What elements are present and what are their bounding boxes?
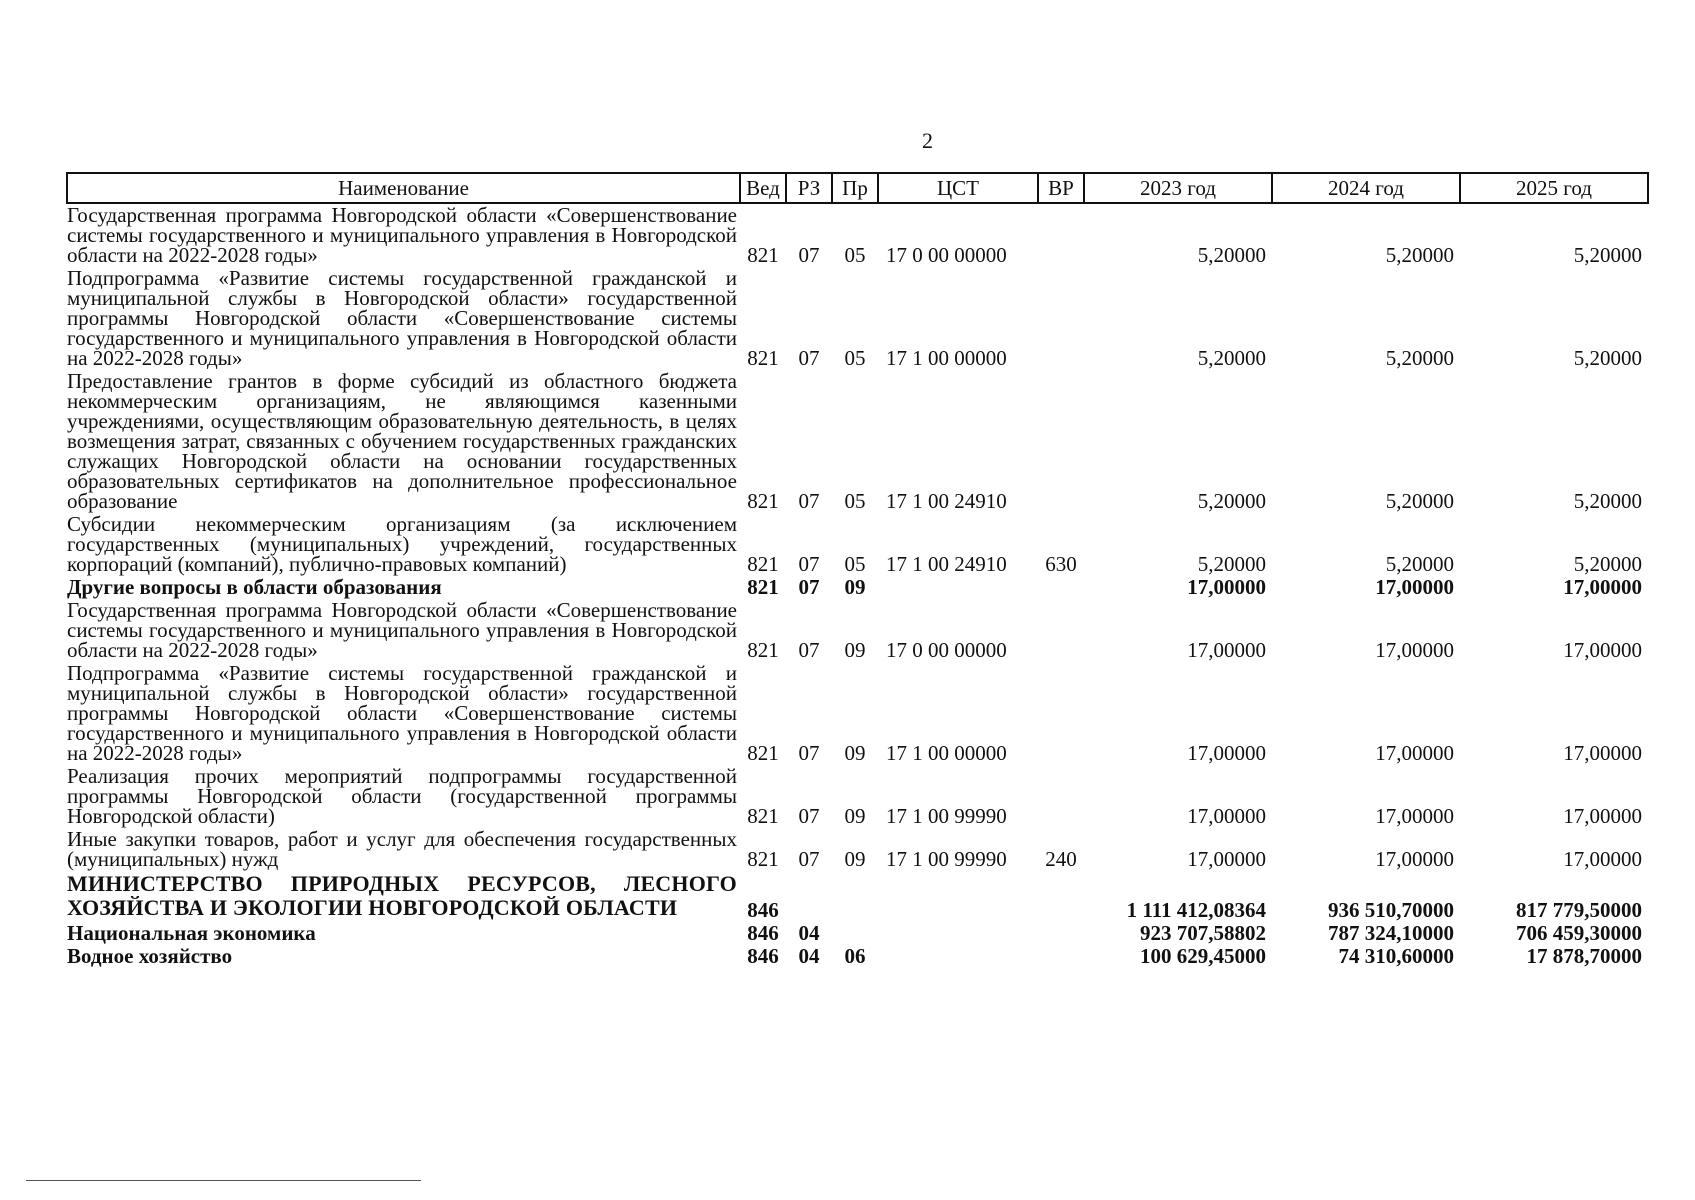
row-vr <box>1038 922 1084 945</box>
row-2025: 817 779,50000 <box>1516 898 1642 922</box>
table-row <box>67 828 1648 871</box>
table-row-section <box>67 922 1648 945</box>
header-cst: ЦСТ <box>878 173 1038 203</box>
row-2024: 5,20000 <box>1385 552 1454 576</box>
row-cst: 17 0 00 00000 <box>886 243 1007 267</box>
table-row <box>67 370 1648 513</box>
row-vr: 240 <box>1045 847 1077 871</box>
row-2024: 74 310,60000 <box>1338 944 1454 968</box>
row-2023: 5,20000 <box>1197 243 1266 267</box>
row-name: Национальная экономика <box>67 921 316 945</box>
row-2025: 17,00000 <box>1563 575 1642 599</box>
row-2025: 5,20000 <box>1573 552 1642 576</box>
row-pr: 09 <box>844 638 866 662</box>
row-2025: 17,00000 <box>1563 741 1642 765</box>
header-pr: Пр <box>832 173 878 203</box>
row-name: Государственная программа Новгородской области «Совершенствование системы государственного и муниципального управления в Новгородской области на 2022-2028 годы» <box>67 598 737 662</box>
row-vr <box>1038 765 1084 828</box>
row-2023: 100 629,45000 <box>1140 944 1266 968</box>
row-ved: 821 <box>747 552 779 576</box>
row-cst <box>878 576 1038 599</box>
row-2023: 17,00000 <box>1187 847 1266 871</box>
row-cst <box>878 871 1038 922</box>
row-2023: 17,00000 <box>1187 638 1266 662</box>
row-2024: 17,00000 <box>1375 575 1454 599</box>
row-vr <box>1038 871 1084 922</box>
row-2024: 5,20000 <box>1385 489 1454 513</box>
header-rz: РЗ <box>786 173 832 203</box>
row-2024: 787 324,10000 <box>1328 921 1454 945</box>
row-rz <box>786 871 832 922</box>
row-rz: 07 <box>798 575 820 599</box>
row-2025: 706 459,30000 <box>1516 921 1642 945</box>
row-ved: 821 <box>747 575 779 599</box>
row-2023: 17,00000 <box>1187 804 1266 828</box>
row-cst: 17 1 00 00000 <box>886 346 1007 370</box>
row-2023: 17,00000 <box>1187 575 1266 599</box>
row-ved: 846 <box>747 898 779 922</box>
row-rz: 07 <box>798 847 820 871</box>
row-2023: 17,00000 <box>1187 741 1266 765</box>
row-rz: 07 <box>798 741 820 765</box>
row-ved: 846 <box>747 921 779 945</box>
row-2023: 1 111 412,08364 <box>1126 898 1266 922</box>
row-vr <box>1038 203 1084 267</box>
table-row <box>67 203 1648 267</box>
row-cst: 17 1 00 24910 <box>886 552 1007 576</box>
row-name: Государственная программа Новгородской области «Совершенствование системы государственного и муниципального управления в Новгородской области на 2022-2028 годы» <box>67 203 737 267</box>
row-ved: 821 <box>747 638 779 662</box>
row-vr <box>1038 945 1084 968</box>
table-row <box>67 513 1648 576</box>
table-row <box>67 662 1648 765</box>
row-pr: 05 <box>844 552 866 576</box>
row-pr: 05 <box>844 346 866 370</box>
row-ved: 821 <box>747 346 779 370</box>
table-row-ministry <box>67 871 1648 922</box>
header-2024: 2024 год <box>1272 173 1460 203</box>
row-ved: 846 <box>747 944 779 968</box>
row-2024: 5,20000 <box>1385 243 1454 267</box>
page-number: 2 <box>922 128 933 153</box>
row-2024: 5,20000 <box>1385 346 1454 370</box>
row-2025: 5,20000 <box>1573 243 1642 267</box>
row-ved: 821 <box>747 804 779 828</box>
row-2024: 17,00000 <box>1375 741 1454 765</box>
row-2023: 5,20000 <box>1197 552 1266 576</box>
row-vr <box>1038 267 1084 370</box>
header-2023: 2023 год <box>1084 173 1272 203</box>
row-vr <box>1038 576 1084 599</box>
row-pr <box>832 922 878 945</box>
row-cst <box>878 945 1038 968</box>
row-2025: 17,00000 <box>1563 638 1642 662</box>
row-cst: 17 1 00 99990 <box>886 804 1007 828</box>
row-2023: 923 707,58802 <box>1140 921 1266 945</box>
row-ved: 821 <box>747 243 779 267</box>
row-ved: 821 <box>747 489 779 513</box>
row-name: Подпрограмма «Развитие системы государственной гражданской и муниципальной службы в Новгородской области» государственной программы Новгородской области «Совершенствование системы государственного и муниципального управления в Новгородской области на 2022-2028 годы» <box>67 661 737 765</box>
row-2024: 17,00000 <box>1375 638 1454 662</box>
row-ved: 821 <box>747 741 779 765</box>
row-vr <box>1038 662 1084 765</box>
row-cst: 17 0 00 00000 <box>886 638 1007 662</box>
row-rz: 07 <box>798 346 820 370</box>
row-name: Субсидии некоммерческим организациям (за исключением государственных (муниципальных) учреждений, государственных корпораций (компаний), публично-правовых компаний) <box>67 512 737 576</box>
header-name: Наименование <box>67 173 740 203</box>
row-name: Реализация прочих мероприятий подпрограммы государственной программы Новгородской области (государственной программы Новгородской области) <box>67 764 737 828</box>
row-2025: 17 878,70000 <box>1526 944 1642 968</box>
table-header-row <box>67 173 1648 203</box>
row-name: Предоставление грантов в форме субсидий из областного бюджета некоммерческим организациям, не являющимся казенными учреждениями, осуществляющим образовательную деятельность, в целях возмещения затрат, связанных с обучением государственных гражданских служащих Новгородской области на основании государственных образовательных сертификатов на дополнительное профессиональное образование <box>67 369 737 513</box>
row-2023: 5,20000 <box>1197 346 1266 370</box>
row-rz: 07 <box>798 489 820 513</box>
row-pr: 06 <box>844 944 866 968</box>
row-cst: 17 1 00 24910 <box>886 489 1007 513</box>
row-2023: 5,20000 <box>1197 489 1266 513</box>
header-ved: Вед <box>740 173 786 203</box>
budget-table <box>66 172 1649 968</box>
row-ved: 821 <box>747 847 779 871</box>
row-cst: 17 1 00 99990 <box>886 847 1007 871</box>
row-pr: 09 <box>844 575 866 599</box>
row-pr: 09 <box>844 847 866 871</box>
row-2024: 17,00000 <box>1375 847 1454 871</box>
row-vr <box>1038 599 1084 662</box>
table-row-section <box>67 576 1648 599</box>
row-name: Подпрограмма «Развитие системы государственной гражданской и муниципальной службы в Новгородской области» государственной программы Новгородской области «Совершенствование системы государственного и муниципального управления в Новгородской области на 2022-2028 годы» <box>67 266 737 370</box>
table-row <box>67 765 1648 828</box>
row-rz: 04 <box>798 921 820 945</box>
row-vr <box>1038 370 1084 513</box>
row-rz: 07 <box>798 552 820 576</box>
row-rz: 07 <box>798 804 820 828</box>
row-2025: 17,00000 <box>1563 804 1642 828</box>
row-2024: 936 510,70000 <box>1328 898 1454 922</box>
row-name: Водное хозяйство <box>67 944 233 968</box>
row-pr: 05 <box>844 243 866 267</box>
row-name: Иные закупки товаров, работ и услуг для обеспечения государственных (муниципальных) нужд <box>67 827 737 871</box>
row-2024: 17,00000 <box>1375 804 1454 828</box>
row-2025: 5,20000 <box>1573 489 1642 513</box>
table-row <box>67 599 1648 662</box>
row-rz: 07 <box>798 638 820 662</box>
row-pr: 05 <box>844 489 866 513</box>
row-name: Другие вопросы в области образования <box>67 575 442 599</box>
row-pr: 09 <box>844 741 866 765</box>
row-2025: 17,00000 <box>1563 847 1642 871</box>
row-2025: 5,20000 <box>1573 346 1642 370</box>
header-2025: 2025 год <box>1460 173 1648 203</box>
row-rz: 07 <box>798 243 820 267</box>
row-cst <box>878 922 1038 945</box>
header-vr: ВР <box>1038 173 1084 203</box>
table-row <box>67 267 1648 370</box>
row-vr: 630 <box>1045 552 1077 576</box>
row-rz: 04 <box>798 944 820 968</box>
table-row-section <box>67 945 1648 968</box>
row-cst: 17 1 00 00000 <box>886 741 1007 765</box>
row-pr <box>832 871 878 922</box>
row-name: МИНИСТЕРСТВО ПРИРОДНЫХ РЕСУРСОВ, ЛЕСНОГО ХОЗЯЙСТВА И ЭКОЛОГИИ НОВГОРОДСКОЙ ОБЛАСТИ <box>67 871 737 920</box>
footer-divider <box>26 1180 421 1181</box>
row-pr: 09 <box>844 804 866 828</box>
